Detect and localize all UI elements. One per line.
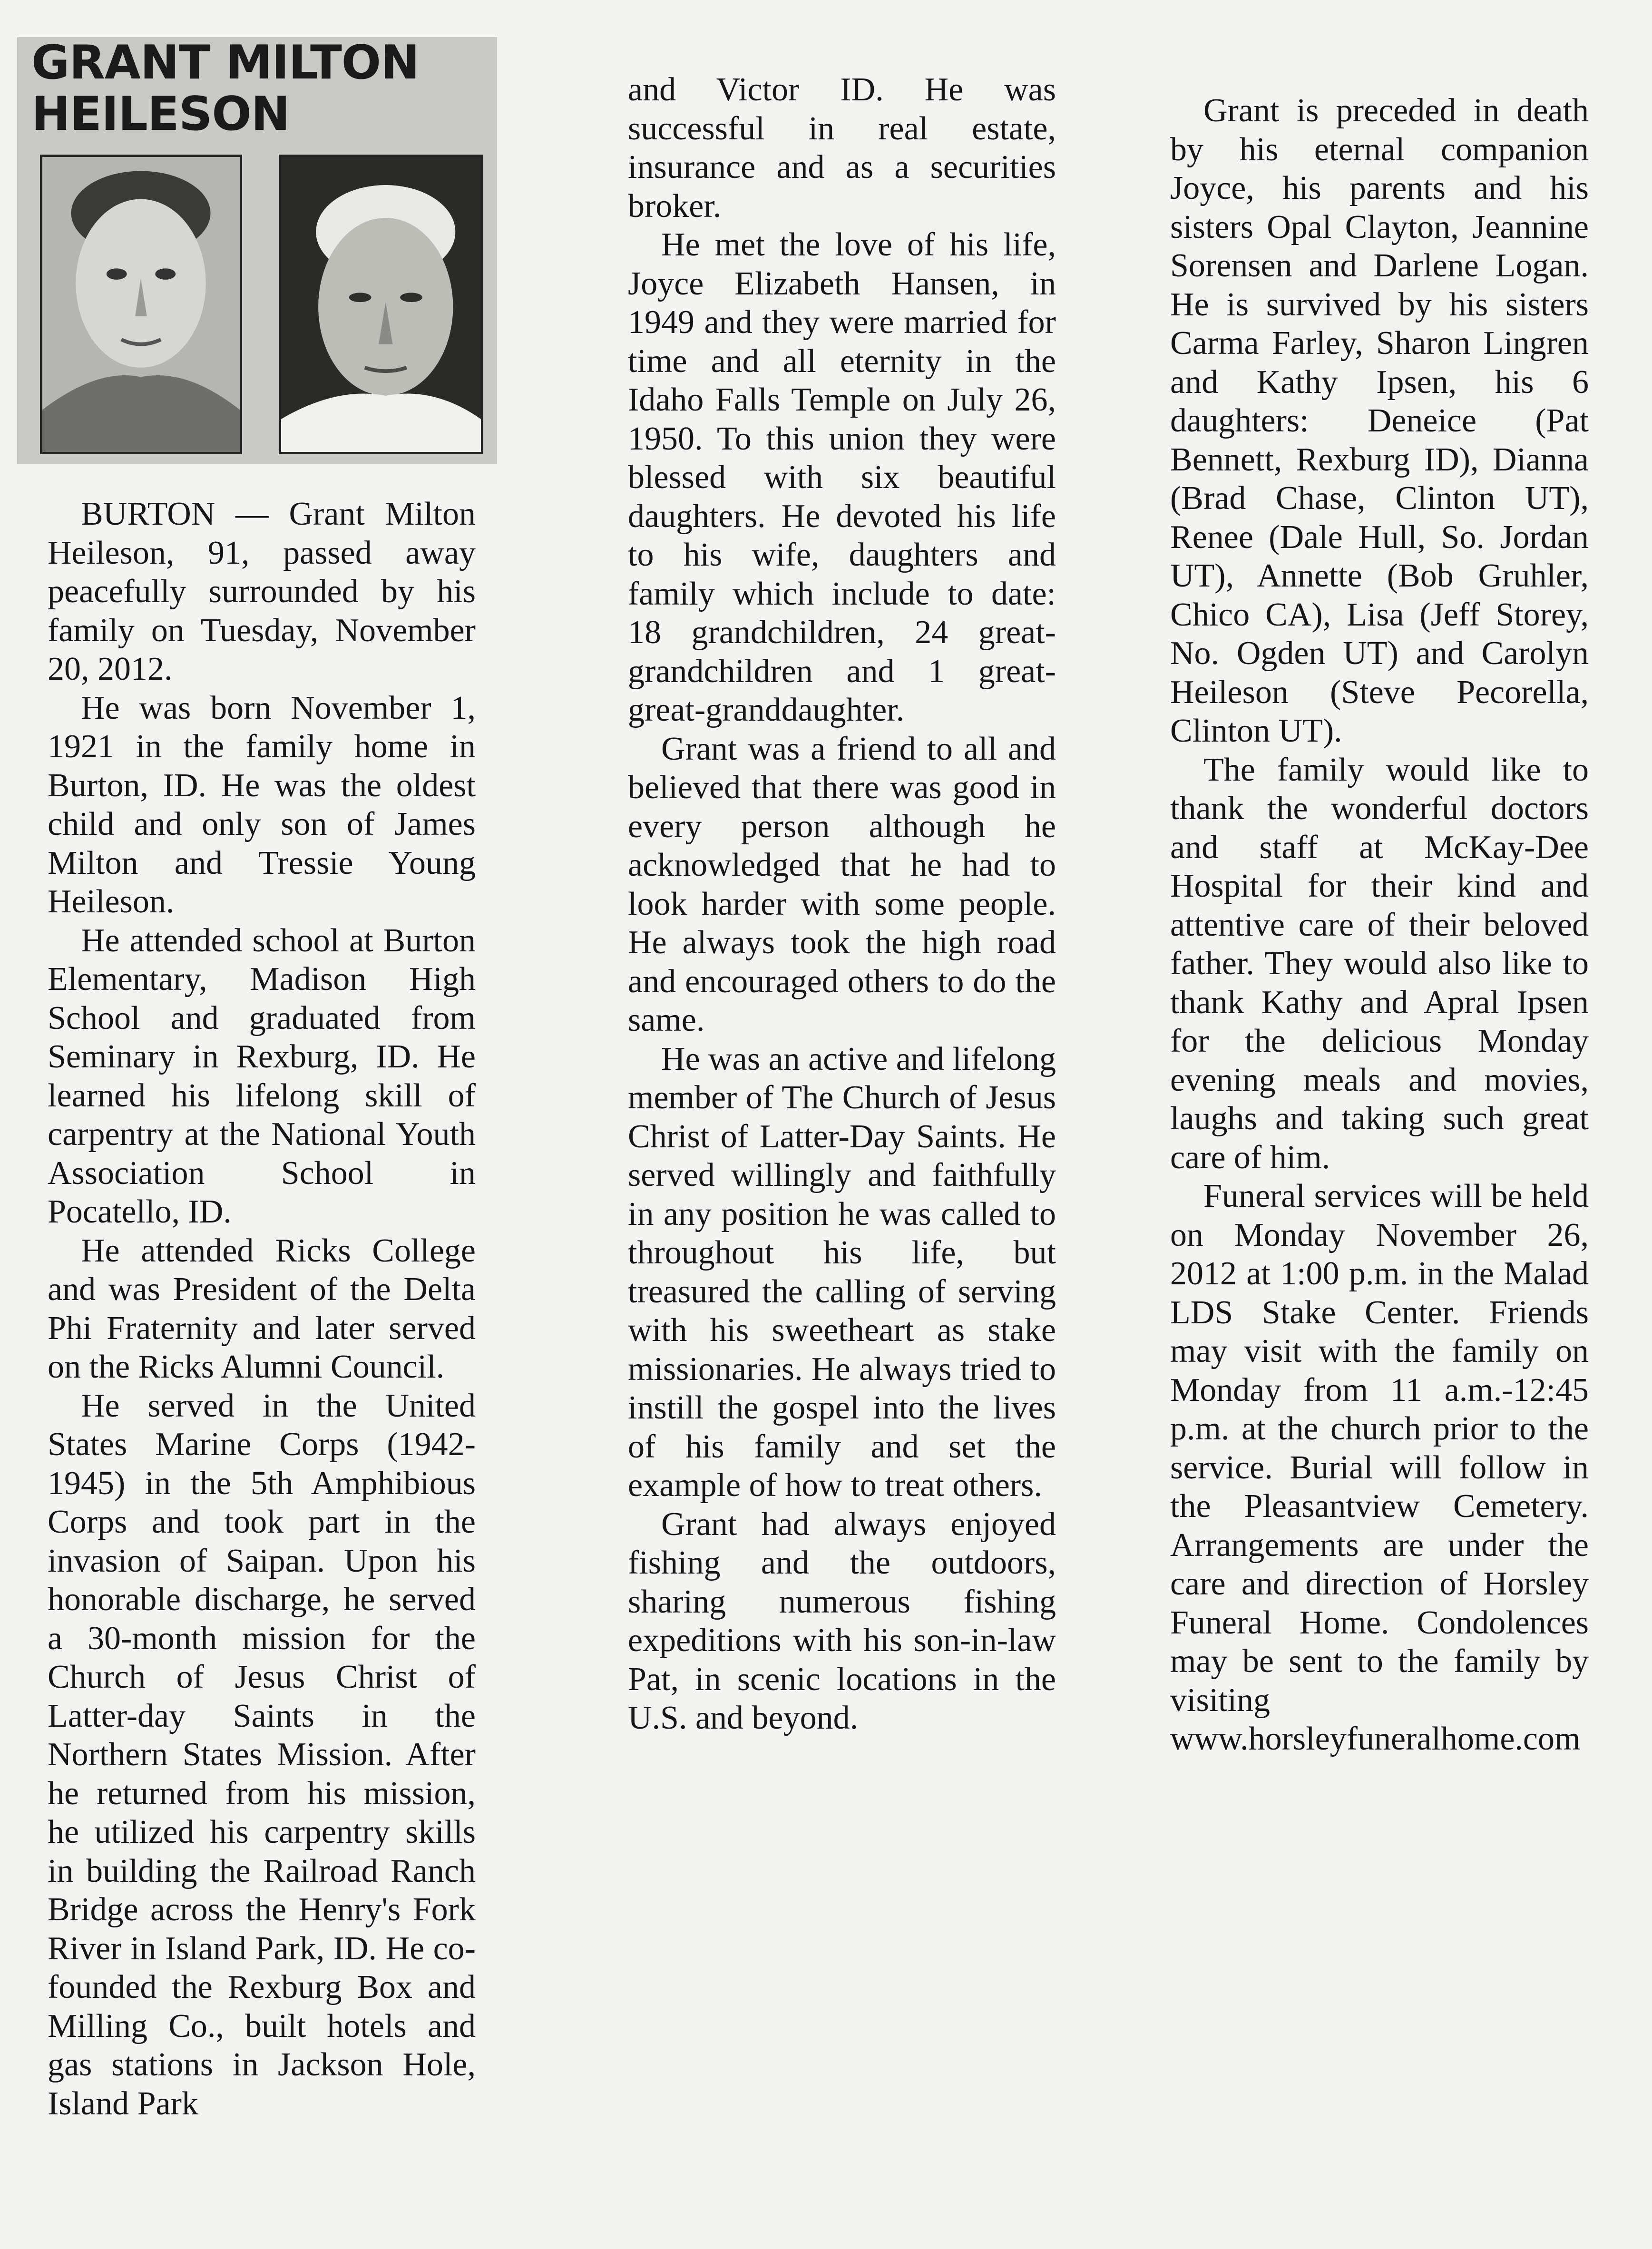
paragraph-funeral: Funeral services will be held on Monday November 26, 2012 at 1:00 p.m. in the Malad LDS Stake Center. Friends may visit with the family on Monday from 11 a.m.-12:45 p.m. at the church prior to the service. Burial will follow in the Pleasantview Cemetery. Arrangements are under the care and direction of Horsley Funeral Home. Condolences may be sent to the family by visiting www.horsleyfuneralhome.com [1170,1178,1589,1757]
paragraph-college: He attended Ricks College and was President of the Delta Phi Fraternity and later served on the Ricks Alumni Council. [48,1232,476,1385]
column-1 [48,495,476,2123]
paragraph-marriage: He met the love of his life, Joyce Elizabeth Hansen, in 1949 and they were married for time and all eternity in the Idaho Falls Temple on July 26, 1950. To this union they were blessed with six beautiful daughters. He devoted his life to his wife, daughters and family which include to date: 18 grandchildren, 24 great-grandchildren and 1 great-great-granddaughter. [628,226,1056,728]
person-photo-icon [42,157,240,452]
paragraph-character: Grant was a friend to all and believed that there was good in every person although he acknowledged that he had to look harder with some people. He always took the high road and encouraged others to do the same. [628,730,1056,1038]
paragraph-birth: He was born November 1, 1921 in the family home in Burton, ID. He was the oldest child and only son of James Milton and Tressie Young Heileson. [48,689,476,920]
paragraph-hobbies: Grant had always enjoyed fishing and the outdoors, sharing numerous fishing expeditions with his son-in-law Pat, in scenic locations in the U.S. and beyond. [628,1506,1056,1736]
paragraph-thanks: The family would like to thank the wonderful doctors and staff at McKay-Dee Hospital for their kind and attentive care of their beloved father. They would also like to thank Kathy and Apral Ipsen for the delicious Monday evening meals and movies, laughs and taking such great care of him. [1170,751,1589,1176]
paragraph-survivors: Grant is preceded in death by his eternal companion Joyce, his parents and his sisters Opal Clayton, Jeannine Sorensen and Darlene Logan. He is survived by his sisters Carma Farley, Sharon Lingren and Kathy Ipsen, his 6 daughters: Deneice (Pat Bennett, Rexburg ID), Dianna (Brad Chase, Clinton UT), Renee (Dale Hull, So. Jordan UT), Annette (Bob Gruhler, Chico CA), Lisa (Jeff Storey, No. Ogden UT) and Carolyn Heileson (Steve Pecorella, Clinton UT). [1170,92,1589,749]
column-2 [628,70,1056,1738]
paragraph-church: He was an active and lifelong member of The Church of Jesus Christ of Latter-Day Saints. He served willingly and faithfully in any position he was called to throughout his life, but treasured the calling of serving with his sweetheart as stake missionaries. He always tried to instill the gospel into the lives of his family and set the example of how to treat others. [628,1040,1056,1504]
paragraph-service: He served in the United States Marine Corps (1942-1945) in the 5th Amphibious Corps and took part in the invasion of Saipan. Upon his honorable discharge, he served a 30-month mission for the Church of Jesus Christ of Latter-day Saints in the Northern States Mission. After he returned from his mission, he utilized his carpentry skills in building the Railroad Ranch Bridge across the Henry's Fork River in Island Park, ID. He co-founded the Rexburg Box and Milling Co., built hotels and gas stations in Jackson Hole, Island Park [48,1387,476,2122]
headline: GRANT MILTON HEILESON [31,36,420,141]
paragraph-career-continued: and Victor ID. He was successful in real estate, insurance and as a securities broker. [628,71,1056,225]
portrait-young-photo [40,155,242,454]
person-photo-icon [281,157,481,452]
portrait-elderly-photo [279,155,483,454]
column-3 [1170,91,1589,1759]
headline-box [17,37,497,464]
paragraph-intro: BURTON — Grant Milton Heileson, 91, passed away peacefully surrounded by his family on Tuesday, November 20, 2012. [48,496,476,687]
paragraph-education: He attended school at Burton Elementary, Madison High School and graduated from Seminary in Rexburg, ID. He learned his lifelong skill of carpentry at the National Youth Association School in Pocatello, ID. [48,922,476,1230]
